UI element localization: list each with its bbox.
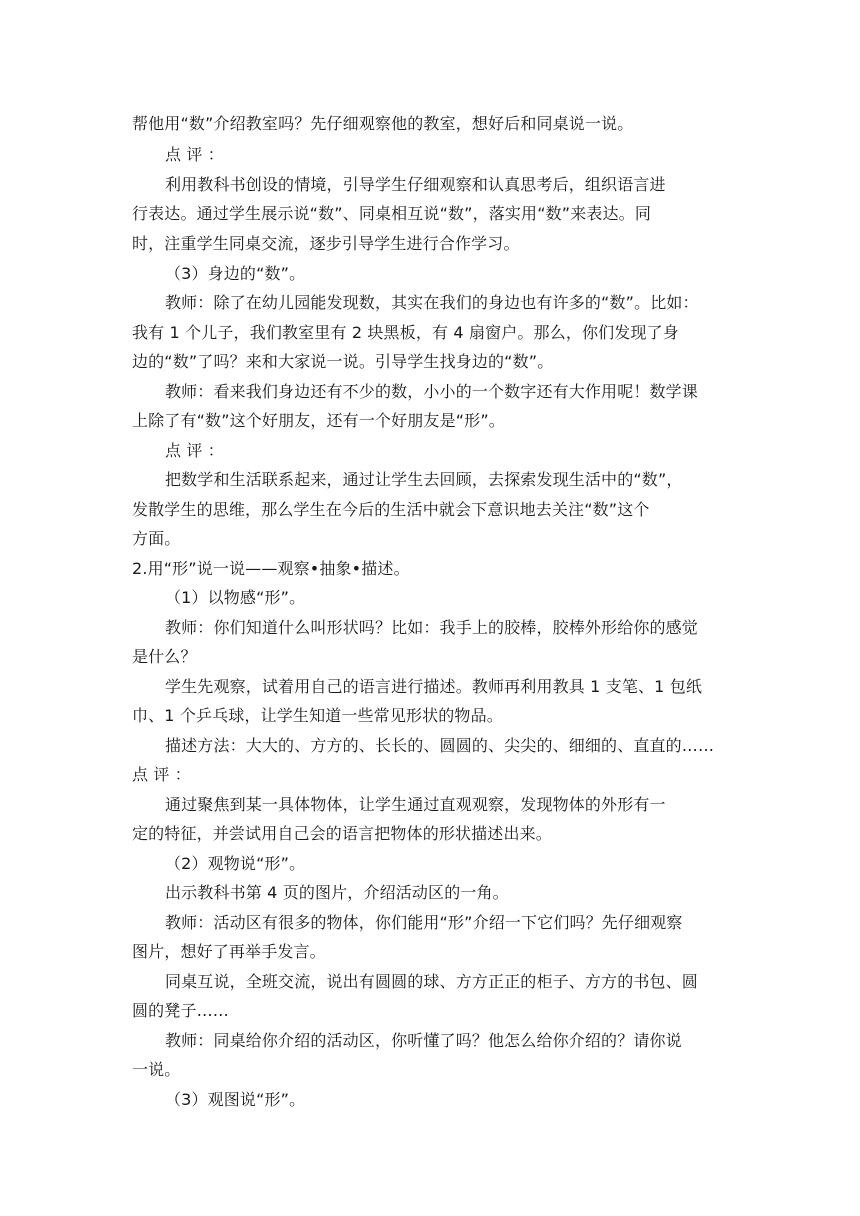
text-line: 发散学生的思维，那么学生在今后的生活中就会下意识地去关注“数”这个 xyxy=(132,500,650,519)
text-line: 是什么？ xyxy=(132,647,197,666)
text-line: 一说。 xyxy=(132,1060,181,1079)
comment-heading: 点 评 ： xyxy=(165,441,224,460)
section-heading: （2）观物说“形”。 xyxy=(165,854,306,873)
text-line: 教师：看来我们身边还有不少的数，小小的一个数字还有大作用呢！数学课 xyxy=(165,382,698,401)
section-heading: （1）以物感“形”。 xyxy=(165,588,306,607)
text-line: 边的“数”了吗？来和大家说一说。引导学生找身边的“数”。 xyxy=(132,352,554,371)
text-line: 巾、1 个乒乓球，让学生知道一些常见形状的物品。 xyxy=(132,706,503,725)
section-heading: （3）身边的“数”。 xyxy=(165,264,306,283)
text-line: 上除了有“数”这个好朋友，还有一个好朋友是“形”。 xyxy=(132,411,505,430)
text-line: 教师：除了在幼儿园能发现数，其实在我们的身边也有许多的“数”。比如： xyxy=(165,293,699,312)
text-line: 方面。 xyxy=(132,529,181,548)
comment-heading: 点 评 ： xyxy=(132,765,191,784)
comment-heading: 点 评 ： xyxy=(165,145,224,164)
text-line: 把数学和生活联系起来，通过让学生去回顾，去探索发现生活中的“数”， xyxy=(165,470,683,489)
section-heading: （3）观图说“形”。 xyxy=(165,1090,306,1109)
text-line: 行表达。通过学生展示说“数”、同桌相互说“数”，落实用“数”来表达。同 xyxy=(132,204,651,223)
text-line: 时，注重学生同桌交流，逐步引导学生进行合作学习。 xyxy=(132,234,520,253)
text-line: 我有 1 个儿子，我们教室里有 2 块黑板，有 4 扇窗户。那么，你们发现了身 xyxy=(132,323,679,342)
text-line: 教师：活动区有很多的物体，你们能用“形”介绍一下它们吗？先仔细观察 xyxy=(165,913,683,932)
text-line: 定的特征，并尝试用自己会的语言把物体的形状描述出来。 xyxy=(132,824,552,843)
section-heading: 2.用“形”说一说——观察•抽象•描述。 xyxy=(132,559,410,578)
text-line: 利用教科书创设的情境，引导学生仔细观察和认真思考后，组织语言进 xyxy=(165,175,666,194)
text-line: 通过聚焦到某一具体物体，让学生通过直观观察，发现物体的外形有一 xyxy=(165,795,666,814)
text-line: 帮他用“数”介绍教室吗？先仔细观察他的教室，想好后和同桌说一说。 xyxy=(132,114,634,133)
text-line: 描述方法：大大的、方方的、长长的、圆圆的、尖尖的、细细的、直直的…… xyxy=(165,736,715,755)
text-line: 出示教科书第 4 页的图片，介绍活动区的一角。 xyxy=(165,883,509,902)
text-line: 教师：你们知道什么叫形状吗？比如：我手上的胶棒，胶棒外形给你的感觉 xyxy=(165,618,698,637)
text-line: 同桌互说，全班交流，说出有圆圆的球、方方正正的柜子、方方的书包、圆 xyxy=(165,972,698,991)
text-line: 圆的凳子…… xyxy=(132,1001,229,1020)
text-line: 图片，想好了再举手发言。 xyxy=(132,942,326,961)
text-line: 教师：同桌给你介绍的活动区，你听懂了吗？他怎么给你介绍的？请你说 xyxy=(165,1031,682,1050)
text-line: 学生先观察，试着用自己的语言进行描述。教师再利用教具 1 支笔、1 包纸 xyxy=(165,677,703,696)
